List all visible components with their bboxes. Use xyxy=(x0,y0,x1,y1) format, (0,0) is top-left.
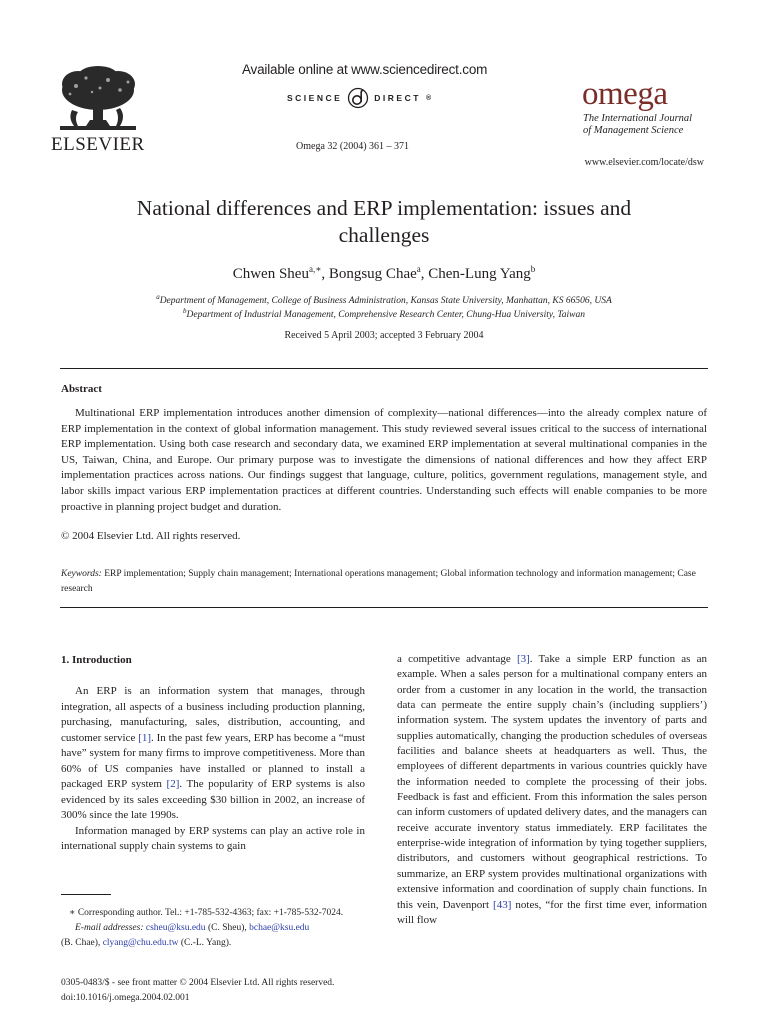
author-name[interactable]: Chen-Lung Yang xyxy=(428,266,531,282)
footnote xyxy=(61,906,365,951)
author-superscript: a,∗ xyxy=(308,264,322,274)
registered-mark: ® xyxy=(425,94,432,102)
email-addresses xyxy=(61,921,365,936)
paragraph: Information managed by ERP systems can play an active role in international supply chain systems to gain xyxy=(61,824,365,852)
issn-line: 0305-0483/$ - see front matter © 2004 Elsevier Ltd. All rights reserved. xyxy=(61,978,335,988)
author-superscript: b xyxy=(530,264,536,274)
reference-link[interactable]: [2] xyxy=(166,778,180,790)
paragraph-text: . In the past few years, ERP has become a “must have” system for many firms to improve competitiveness. More than 60% of US companies have installed or planned to install a packaged ERP system xyxy=(61,731,365,790)
journal-citation: Omega 32 (2004) 361 – 371 xyxy=(296,141,410,152)
publisher-name: ELSEVIER xyxy=(51,134,145,155)
paragraph-text: notes, “for the first time ever, information will flow xyxy=(397,898,707,926)
article-title-line2: challenges xyxy=(338,223,430,247)
author-name[interactable]: Chwen Sheu xyxy=(232,266,309,282)
section-heading: 1. Introduction xyxy=(61,654,132,666)
journal-subtitle-line1: The International Journal xyxy=(583,113,693,124)
reference-link[interactable]: [3] xyxy=(516,653,530,665)
footnote-divider xyxy=(61,894,111,895)
author-name[interactable]: Bongsug Chae xyxy=(328,266,417,282)
article-title-line1: National differences and ERP implementation: issues and xyxy=(136,196,632,220)
paragraph-text: a competitive advantage xyxy=(397,653,517,665)
sciencedirect-logo xyxy=(287,86,431,110)
email-owner: (C. Sheu), xyxy=(205,923,250,933)
front-matter xyxy=(61,976,334,1006)
journal-subtitle xyxy=(583,113,692,137)
keywords-label: Keywords: xyxy=(61,569,102,579)
affiliation-text: Department of Management, College of Business Administration, Kansas State University, Manhattan, KS 66506, USA xyxy=(159,296,612,307)
journal-url-link[interactable]: www.elsevier.com/locate/dsw xyxy=(584,157,704,168)
email-addresses-cont xyxy=(61,936,365,951)
author-list: Chwen Sheu$^{a,∗}$, Bongsug Chae$^a$, Chen-Lung Yang$^b$ xyxy=(232,264,536,282)
email-link[interactable]: clyang@chu.edu.tw xyxy=(102,938,179,948)
received-dates: Received 5 April 2003; accepted 3 February 2004 xyxy=(284,330,484,341)
sciencedirect-left-text: SCIENCE xyxy=(287,93,343,103)
email-owner: (C.-L. Yang). xyxy=(178,938,232,948)
sciencedirect-d-icon xyxy=(347,87,369,109)
reference-link[interactable]: [43] xyxy=(493,898,512,911)
elsevier-tree-logo xyxy=(56,66,140,132)
journal-subtitle-line2: of Management Science xyxy=(583,125,684,136)
email-link[interactable]: bchae@ksu.edu xyxy=(249,923,310,933)
divider xyxy=(60,607,708,608)
paragraph-text: . Take a simple ERP function as an example. When a sales person for a multinational company enters an order from a customer in any location in the world, the transaction data can permeate the entire supply chain’s (including suppliers’) information system. The system updates the inventory of parts and supplies automatically, changing the production schedules of overseas facilities and balance sheets at headquarters as well. Thus, the employees of different departments in various countries quickly have the information needed to complete the processing of their jobs. Feedback is fast and efficient. From this information the sales person can inform customers of updated delivery dates, and the managers can receive accurate inventory status immediately. ERP facilitates the enterprise-wide integration of information by tying together suppliers, distributors, and customers without geographical restrictions. To summarize, an ERP system provides multinational organizations with extensive information and coordination of supply chain functions. In this vein, Davenport xyxy=(397,653,707,911)
email-label: E-mail addresses: xyxy=(75,923,144,933)
email-owner: (B. Chae), xyxy=(61,938,103,948)
reference-link[interactable]: [1] xyxy=(138,731,152,744)
keywords xyxy=(61,567,707,597)
article-title xyxy=(60,195,708,249)
abstract-heading: Abstract xyxy=(61,383,102,395)
available-online-text: Available online at www.sciencedirect.com xyxy=(242,62,488,77)
paragraph-text: An ERP is an information system that manages, through integration, all aspects of a business including production planning, purchasing, manufacturing, sales, distribution, accounting, and customer service xyxy=(61,685,365,744)
affiliation-text: Department of Industrial Management, Comprehensive Research Center, Chung-Hua University, Taiwan xyxy=(186,310,585,321)
paragraph xyxy=(61,684,365,824)
author-superscript: a xyxy=(416,264,421,274)
paragraph-text: . The popularity of ERP systems is also evidenced by its sales exceeding $30 billion in 2002, an increase of 300% since the late 1990s. xyxy=(61,778,365,821)
abstract-copyright: © 2004 Elsevier Ltd. All rights reserved. xyxy=(61,530,241,542)
corresponding-author-note: ∗ Corresponding author. Tel.: +1-785-532-4363; fax: +1-785-532-7024. xyxy=(69,908,344,918)
email-link[interactable]: csheu@ksu.edu xyxy=(145,923,206,933)
affiliation xyxy=(60,307,708,320)
affiliation-mark: a xyxy=(156,293,160,301)
affiliation xyxy=(60,293,708,306)
divider xyxy=(60,368,708,369)
affiliation-mark: b xyxy=(183,307,187,315)
right-column-text xyxy=(397,652,707,928)
sciencedirect-right-text: DIRECT xyxy=(374,93,421,103)
doi-line[interactable]: doi:10.1016/j.omega.2004.02.001 xyxy=(61,993,190,1003)
keywords-list: ERP implementation; Supply chain management; International operations management; Global information technology and information management; Case research xyxy=(61,569,696,594)
left-column-text xyxy=(61,684,365,855)
journal-logo: omega xyxy=(582,76,668,112)
abstract-body: Multinational ERP implementation introduces another dimension of complexity—national differences—into the already complex nature of ERP implementation in the context of global information management. This study reviewed several issues critical to the success of international ERP implementation. Using both case research and secondary data, we examined ERP implementation at several multinational companies in the US, Taiwan, China, and Europe. Our primary purpose was to investigate the dimensions of national differences and how they affect ERP implementation practices across nations. Our findings suggest that language, culture, politics, government regulations, management style, and labor skills impact various ERP implementation practices at different countries. Understanding such effects will enable companies to be more proactive in planning project budget and duration. xyxy=(61,407,707,513)
